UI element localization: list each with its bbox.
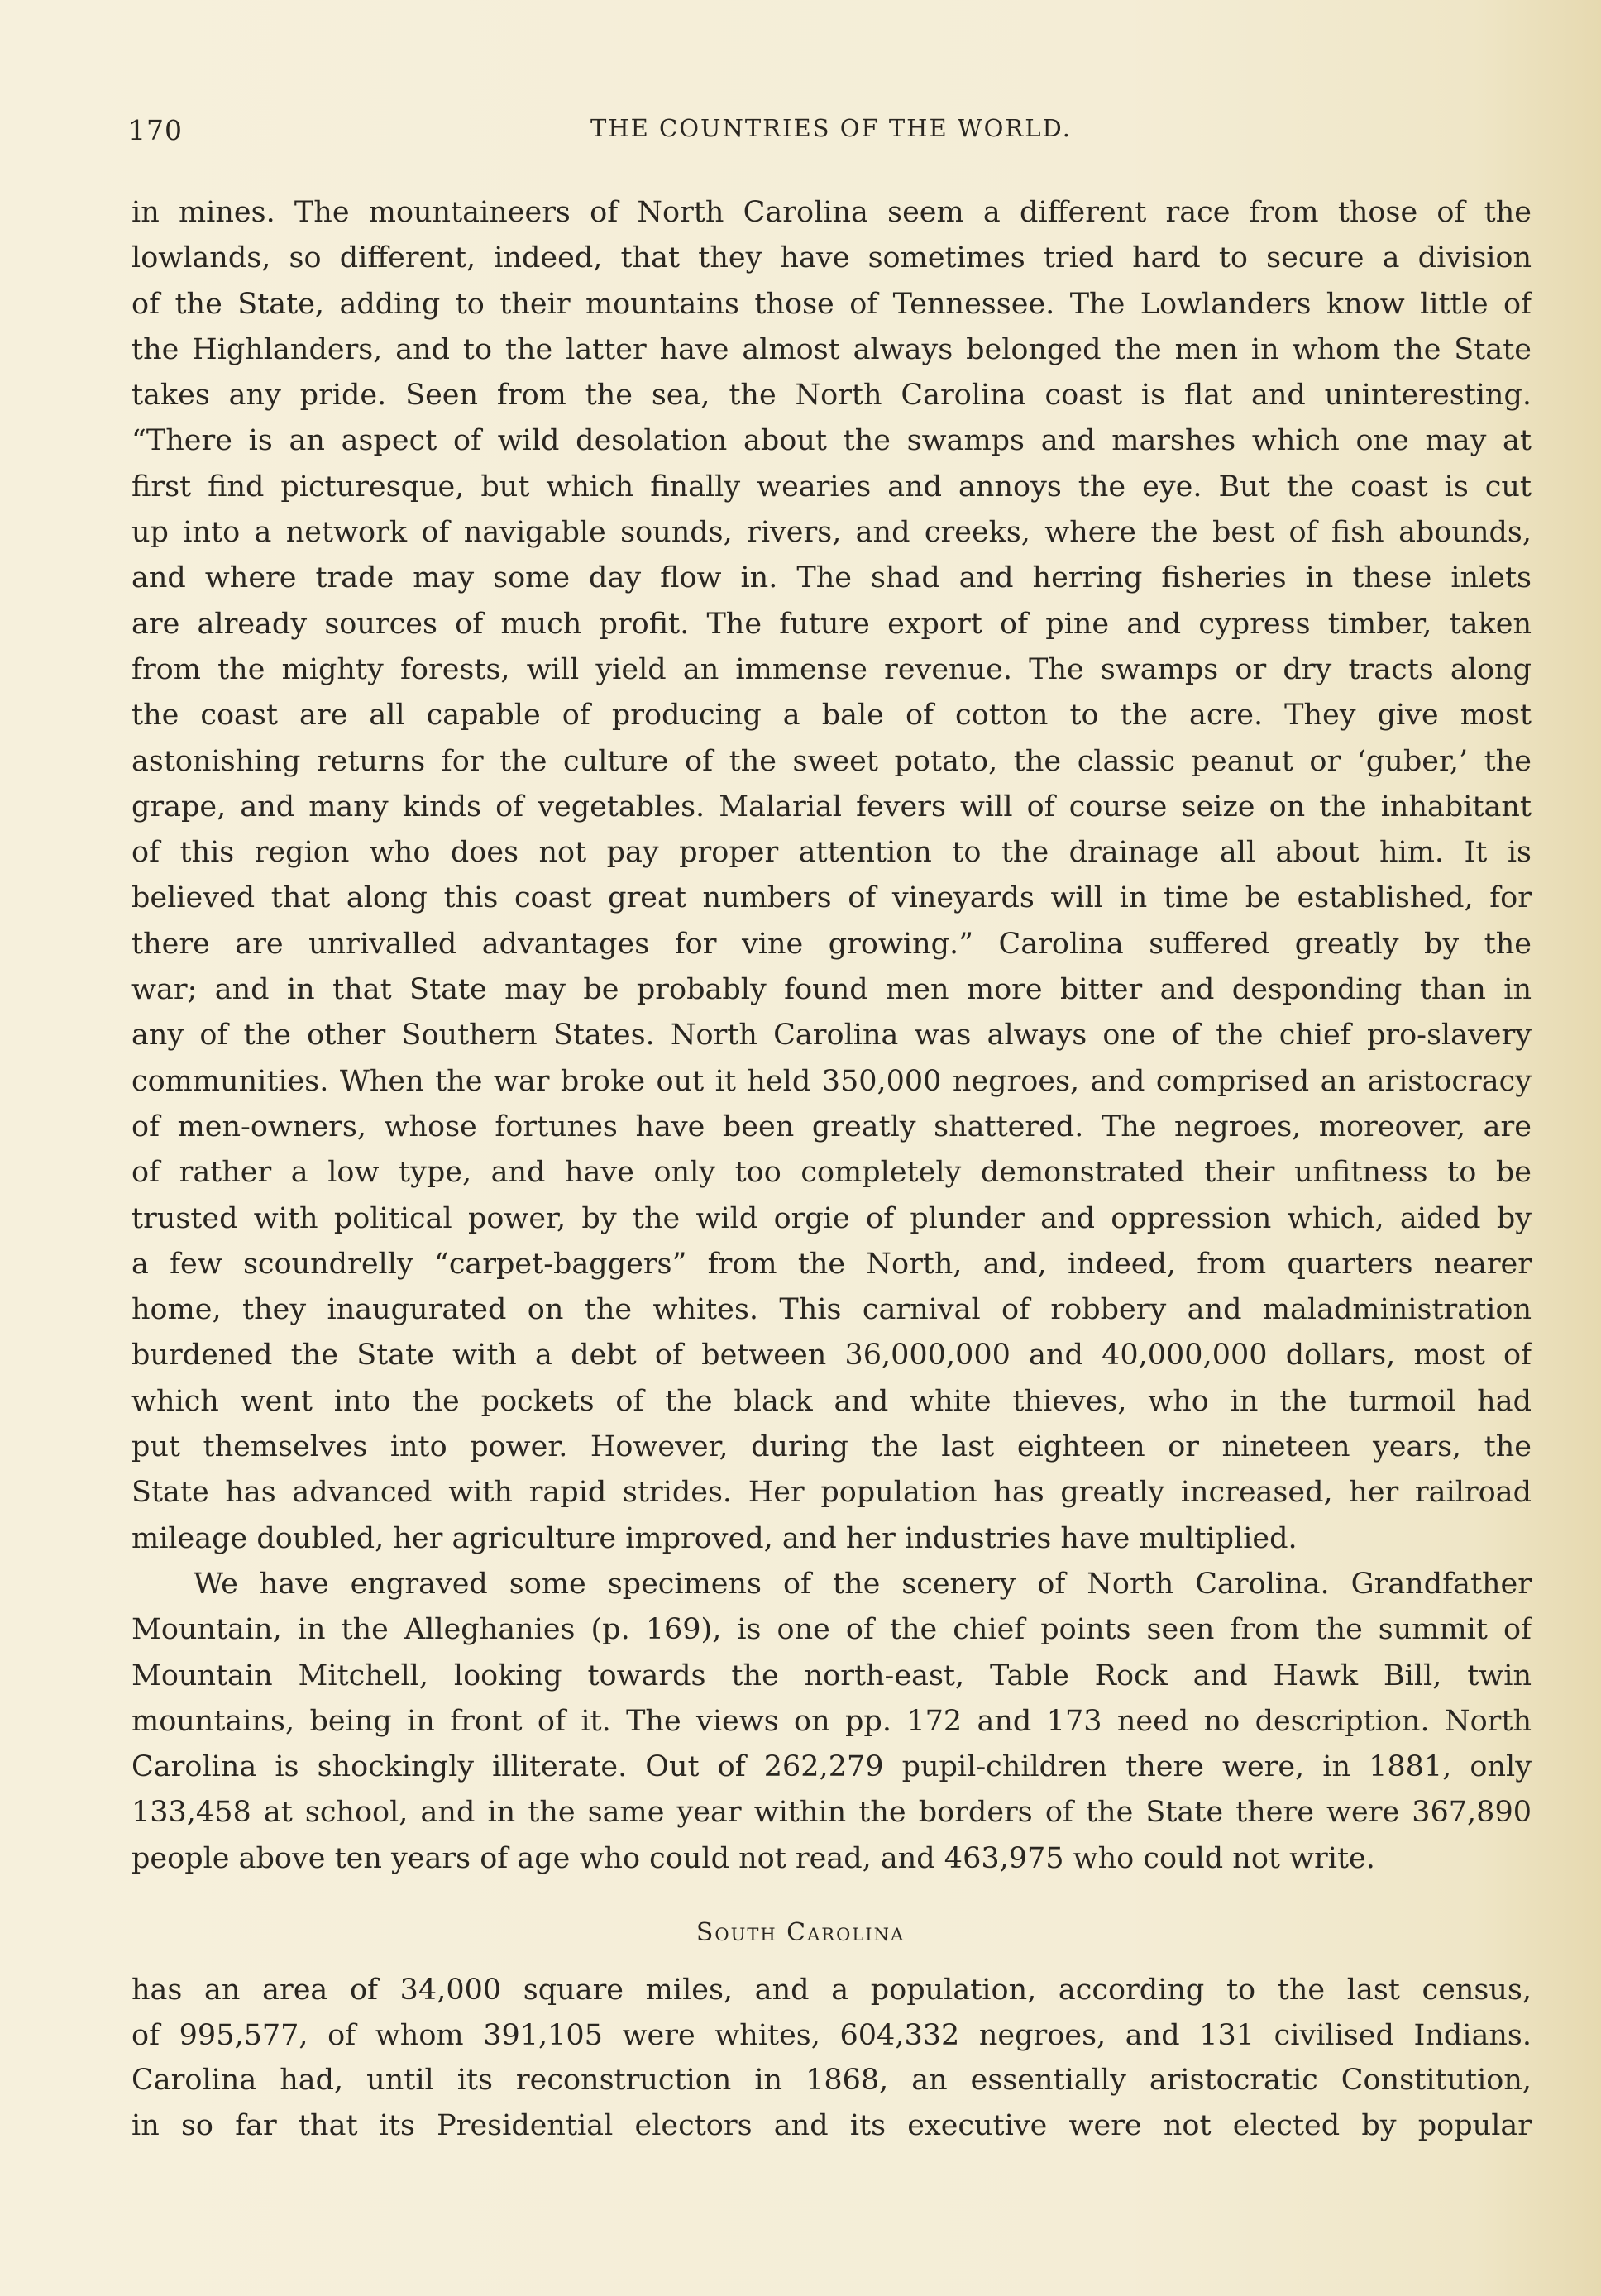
text-line: State has advanced with rapid strides. Her population has greatly increased, her railroad bbox=[131, 1476, 1532, 1510]
text-line: first find picturesque, but which finally wearies and annoys the eye. But the coast is cut bbox=[131, 470, 1532, 504]
text-line: Carolina is shockingly illiterate. Out of 262,279 pupil-children there were, in 1881, only bbox=[131, 1750, 1532, 1784]
text-line: believed that along this coast great numbers of vineyards will in time be established, for bbox=[131, 881, 1532, 915]
text-line: 133,458 at school, and in the same year within the borders of the State there were 367,890 bbox=[131, 1796, 1532, 1830]
text-line: lowlands, so different, indeed, that they have sometimes tried hard to secure a division bbox=[131, 241, 1532, 275]
text-line: in so far that its Presidential electors and its executive were not elected by popular bbox=[131, 2108, 1532, 2142]
text-line: of 995,577, of whom 391,105 were whites, 604,332 negroes, and 131 civilised Indians. bbox=[131, 2018, 1532, 2052]
text-line: which went into the pockets of the black and white thieves, who in the turmoil had bbox=[131, 1384, 1532, 1418]
text-line: in mines. The mountaineers of North Carolina seem a different race from those of the bbox=[131, 196, 1532, 229]
running-title: THE COUNTRIES OF THE WORLD. bbox=[590, 114, 1072, 142]
page-number: 170 bbox=[128, 114, 183, 146]
text-line: Carolina had, until its reconstruction in 1868, an essentially aristocratic Constitution, bbox=[131, 2064, 1532, 2097]
text-line: mileage doubled, her agriculture improved, and her industries have multiplied. bbox=[131, 1521, 1298, 1555]
text-line: of rather a low type, and have only too completely demonstrated their unfitness to be bbox=[131, 1156, 1532, 1190]
text-line: Mountain Mitchell, looking towards the north-east, Table Rock and Hawk Bill, twin bbox=[131, 1659, 1532, 1692]
text-line: any of the other Southern States. North Carolina was always one of the chief pro-slavery bbox=[131, 1019, 1532, 1053]
text-line: trusted with political power, by the wild orgie of plunder and oppression which, aided by bbox=[131, 1201, 1532, 1235]
text-line: of men-owners, whose fortunes have been greatly shattered. The negroes, moreover, are bbox=[131, 1110, 1532, 1143]
text-line: are already sources of much profit. The future export of pine and cypress timber, taken bbox=[131, 607, 1532, 641]
text-line: the Highlanders, and to the latter have almost always belonged the men in whom the State bbox=[131, 332, 1532, 366]
text-line: and where trade may some day flow in. The shad and herring fisheries in these inlets bbox=[131, 561, 1532, 595]
text-line: Mountain, in the Alleghanies (p. 169), is one of the chief points seen from the summit of bbox=[131, 1613, 1532, 1647]
text-line: burdened the State with a debt of between 36,000,000 and 40,000,000 dollars, most of bbox=[131, 1339, 1532, 1372]
text-line: mountains, being in front of it. The views on pp. 172 and 173 need no description. North bbox=[131, 1704, 1532, 1738]
text-line: people above ten years of age who could not read, and 463,975 who could not write. bbox=[131, 1841, 1375, 1875]
text-line: the coast are all capable of producing a bale of cotton to the acre. They give most bbox=[131, 699, 1532, 733]
paragraph-scenery bbox=[131, 1562, 1532, 1882]
text-line: We have engraved some specimens of the scenery of North Carolina. Grandfather bbox=[194, 1567, 1532, 1601]
paragraph-north-carolina-continued bbox=[131, 190, 1532, 1562]
main-text-block bbox=[131, 190, 1532, 1882]
text-line: there are unrivalled advantages for vine growing.” Carolina suffered greatly by the bbox=[131, 927, 1532, 961]
text-line: of the State, adding to their mountains those of Tennessee. The Lowlanders know little of bbox=[131, 287, 1532, 321]
paragraph-south-carolina bbox=[131, 1968, 1532, 2148]
text-line: up into a network of navigable sounds, rivers, and creeks, where the best of fish abounds, bbox=[131, 516, 1532, 550]
text-line: “There is an aspect of wild desolation about the swamps and marshes which one may at bbox=[131, 424, 1532, 458]
running-head bbox=[128, 114, 1534, 155]
text-line: of this region who does not pay proper attention to the drainage all about him. It is bbox=[131, 836, 1532, 870]
text-line: put themselves into power. However, during the last eighteen or nineteen years, the bbox=[131, 1430, 1532, 1464]
text-line: grape, and many kinds of vegetables. Malarial fevers will of course seize on the inhabitant bbox=[131, 790, 1532, 823]
text-line: astonishing returns for the culture of the sweet potato, the classic peanut or ‘guber,’ the bbox=[131, 744, 1532, 778]
section-heading-south-carolina: South Carolina bbox=[695, 1918, 906, 1947]
text-line: a few scoundrelly “carpet-baggers” from the North, and, indeed, from quarters nearer bbox=[131, 1247, 1532, 1281]
south-carolina-text-block bbox=[131, 1968, 1532, 2148]
text-line: takes any pride. Seen from the sea, the North Carolina coast is flat and uninteresting. bbox=[131, 379, 1532, 413]
text-line: has an area of 34,000 square miles, and a population, according to the last census, bbox=[131, 1974, 1532, 2007]
text-line: communities. When the war broke out it held 350,000 negroes, and comprised an aristocracy bbox=[131, 1064, 1532, 1098]
text-line: from the mighty forests, will yield an immense revenue. The swamps or dry tracts along bbox=[131, 652, 1532, 686]
text-line: home, they inaugurated on the whites. This carnival of robbery and maladministration bbox=[131, 1293, 1532, 1327]
text-line: war; and in that State may be probably found men more bitter and desponding than in bbox=[131, 973, 1532, 1007]
